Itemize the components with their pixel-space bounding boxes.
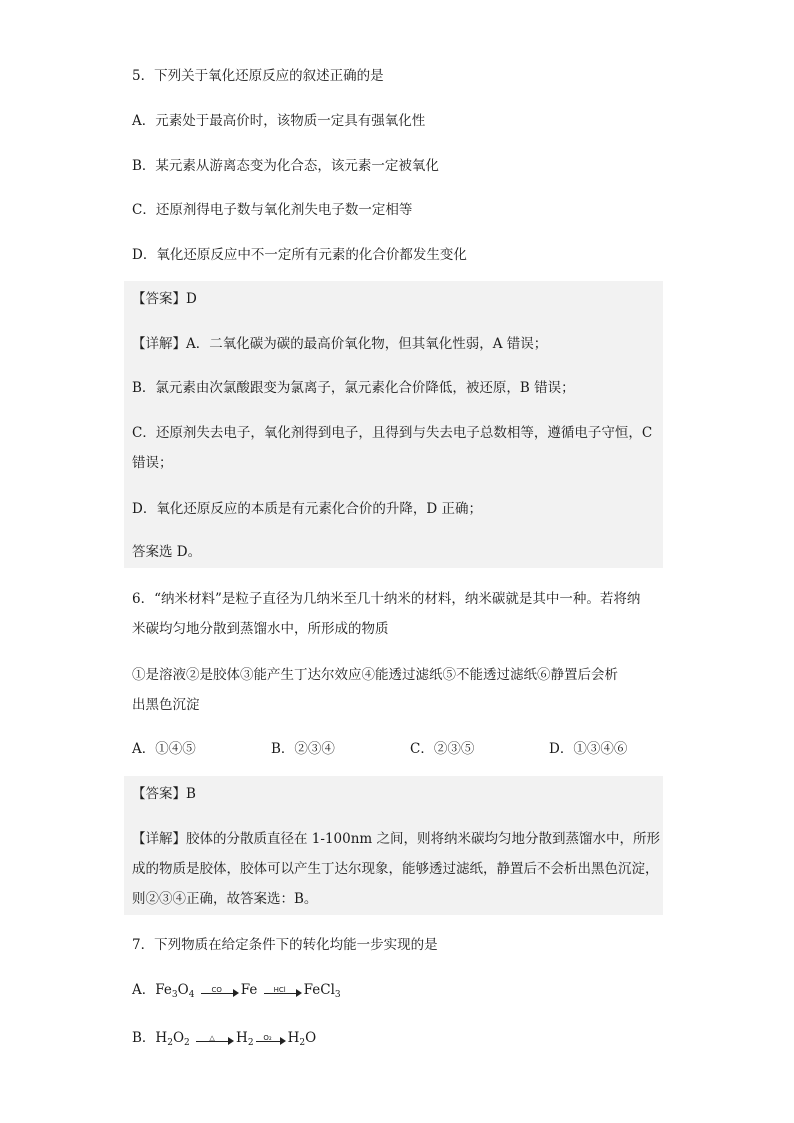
q6-items-line: ①是溶液②是胶体③能产生丁达尔效应④能透过滤纸⑤不能透过滤纸⑥静置后会析 [132,667,618,683]
option-label: A． [132,982,156,998]
formula-fe: Fe [240,982,258,998]
q6-stem-line: 6．“纳米材料”是粒子直径为几纳米至几十纳米的材料，纳米碳就是其中一种。若将纳 [132,591,641,607]
q5-detail-line: 答案选 D。 [132,544,202,560]
q5-stem: 5．下列关于氧化还原反应的叙述正确的是 [132,68,384,84]
q5-detail-line: C．还原剂失去电子，氧化剂得到电子，且得到与失去电子总数相等，遵循电子守恒，C [132,425,653,441]
arrow-condition: △ [209,1033,215,1042]
q5-detail-line: 错误； [132,455,173,471]
q6-detail-line: 【详解】胶体的分散质直径在 1-100nm 之间，则将纳米碳均匀地分散到蒸馏水中，所形 [132,831,660,847]
q5-option-c: C．还原剂得电子数与氧化剂失电子数一定相等 [132,202,413,218]
arrow-condition: CO [211,985,222,994]
reaction-arrow [256,1032,286,1046]
q5-answer: 【答案】D [132,291,197,307]
formula-fe3o4: $Fe_3O_4$ [155,982,195,1000]
reaction-arrow [196,1032,234,1046]
reaction-arrow [264,984,302,998]
reaction-arrow [201,984,239,998]
arrow-condition: HCl [273,985,286,994]
q5-option-b: B．某元素从游离态变为化合态，该元素一定被氧化 [132,158,439,174]
q6-stem-line: 米碳均匀地分散到蒸馏水中，所形成的物质 [132,621,389,637]
q6-items-line: 出黑色沉淀 [132,697,200,713]
option-label: B． [132,1030,156,1046]
formula-h2o2: $H_2O_2$ [155,1030,190,1048]
q5-detail-line: 【详解】A．二氧化碳为碳的最高价氧化物，但其氧化性弱，A 错误； [132,336,548,352]
q6-detail-line: 成的物质是胶体，胶体可以产生丁达尔现象，能够透过滤纸，静置后不会析出黑色沉淀， [132,861,659,877]
arrow-condition: O₂ [263,1033,272,1042]
q7-stem: 7．下列物质在给定条件下的转化均能一步实现的是 [132,937,438,953]
formula-h2o: $H_2O$ [287,1030,317,1048]
q6-option-c: C．②③⑤ [410,741,475,757]
q5-option-d: D．氧化还原反应中不一定所有元素的化合价都发生变化 [132,247,467,263]
q5-detail-line: B．氯元素由次氯酸跟变为氯离子，氯元素化合价降低，被还原，B 错误； [132,380,575,396]
q6-option-b: B．②③④ [271,741,335,757]
formula-h2: $H_2$ [236,1030,254,1048]
q5-detail-line: D．氧化还原反应的本质是有元素化合价的升降，D 正确； [132,501,482,517]
q6-option-a: A．①④⑤ [132,741,196,757]
q6-option-d: D．①③④⑥ [549,741,628,757]
q7-option-a [132,980,341,1005]
q6-detail-line: 则②③④正确，故答案选：B。 [132,891,318,907]
formula-fecl3: FeCl$_3$ [303,982,341,1000]
q7-option-b [132,1028,316,1053]
q5-option-a: A．元素处于最高价时，该物质一定具有强氧化性 [132,113,426,129]
q6-answer: 【答案】B [132,786,196,802]
